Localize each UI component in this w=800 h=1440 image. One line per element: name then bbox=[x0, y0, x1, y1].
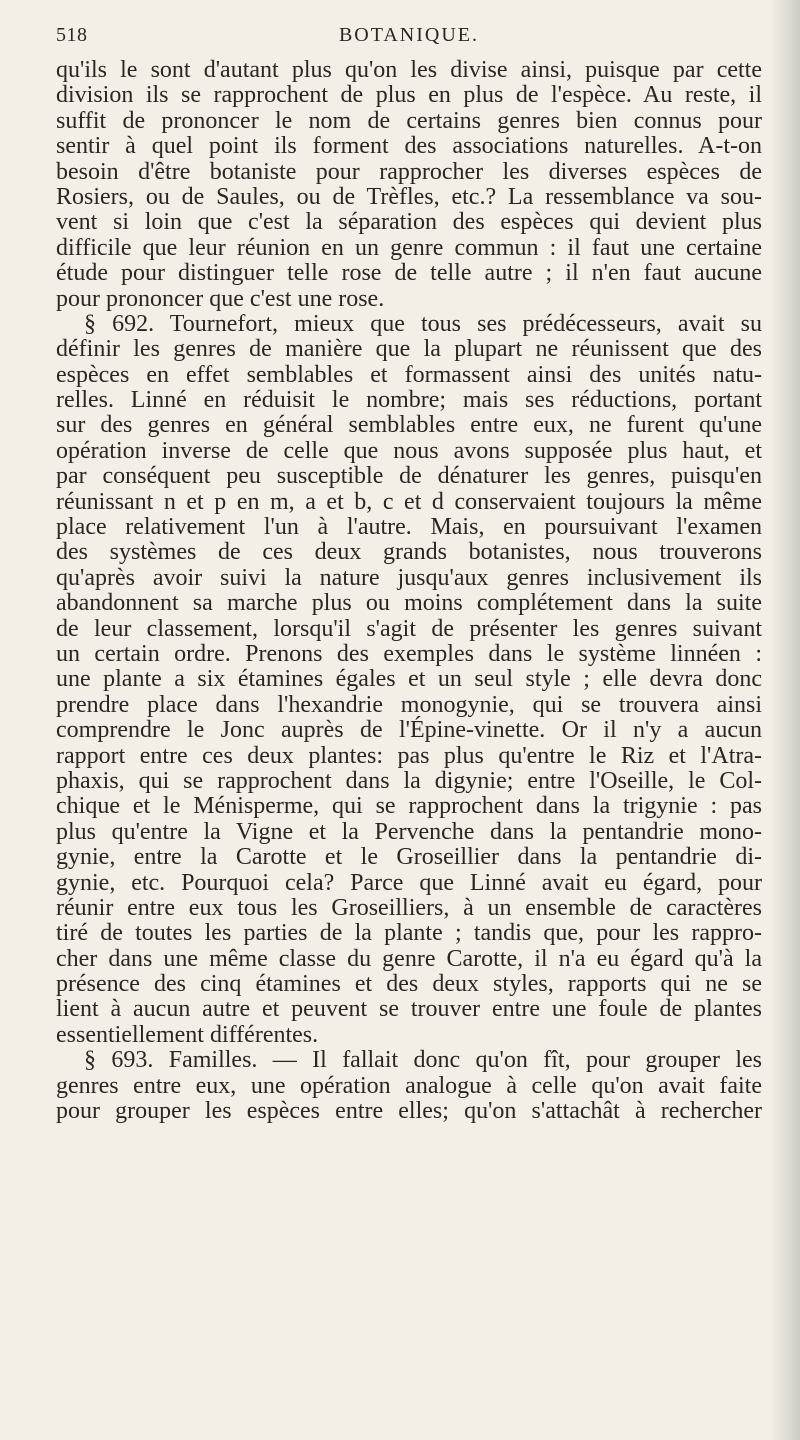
text-line: sentir à quel point ils forment des associations naturelles. A-t-on bbox=[56, 133, 762, 160]
text-line: cher dans une même classe du genre Carotte, il n'a eu égard qu'à la bbox=[56, 945, 762, 972]
text-line: phaxis, qui se rapprochent dans la digynie; entre l'Oseille, le Col- bbox=[56, 767, 762, 794]
text-line: relles. Linné en réduisit le nombre; mais ses réductions, portant bbox=[56, 387, 762, 414]
text-line: chique et le Ménisperme, qui se rapprochent dans la trigynie : pas bbox=[56, 793, 762, 820]
text-line: suffit de prononcer le nom de certains genres bien connus pour bbox=[56, 107, 762, 134]
text-line: réunir entre eux tous les Groseilliers, à un ensemble de caractères bbox=[56, 894, 762, 921]
paragraph-start-692: § 692. Tournefort, mieux que tous ses prédécesseurs, avait su bbox=[84, 310, 762, 337]
text-line: réunissant n et p en m, a et b, c et d conservaient toujours la même bbox=[56, 488, 762, 515]
text-line: pour grouper les espèces entre elles; qu'on s'attachât à rechercher bbox=[56, 1098, 762, 1125]
text-line: tiré de toutes les parties de la plante ; tandis que, pour les rappro- bbox=[56, 920, 762, 947]
text-line: pour prononcer que c'est une rose. bbox=[56, 285, 385, 312]
text-line: gynie, entre la Carotte et le Groseillier dans la pentandrie di- bbox=[56, 844, 762, 871]
text-line: étude pour distinguer telle rose de telle autre ; il n'en faut aucune bbox=[56, 260, 762, 287]
text-line: division ils se rapprochent de plus en plus de l'espèce. Au reste, il bbox=[56, 82, 762, 109]
text-line: une plante a six étamines égales et un seul style ; elle devra donc bbox=[56, 666, 762, 693]
text-line: abandonnent sa marche plus ou moins complétement dans la suite bbox=[56, 590, 762, 617]
text-line: qu'après avoir suivi la nature jusqu'aux genres inclusivement ils bbox=[56, 564, 762, 591]
text-line: lient à aucun autre et peuvent se trouver entre une foule de plantes bbox=[56, 996, 762, 1023]
text-line: rapport entre ces deux plantes: pas plus qu'entre le Riz et l'Atra- bbox=[56, 742, 762, 769]
text-line: définir les genres de manière que la plupart ne réunissent que des bbox=[56, 336, 762, 363]
page-header bbox=[56, 24, 762, 54]
text-line: espèces en effet semblables et formassent ainsi des unités natu- bbox=[56, 361, 762, 388]
text-line: un certain ordre. Prenons des exemples dans le système linnéen : bbox=[56, 640, 762, 667]
text-line: gynie, etc. Pourquoi cela? Parce que Linné avait eu égard, pour bbox=[56, 869, 762, 896]
text-line: vent si loin que c'est la séparation des espèces qui devient plus bbox=[56, 209, 762, 236]
text-line: Rosiers, ou de Saules, ou de Trèfles, etc.? La ressemblance va sou- bbox=[56, 183, 762, 210]
text-line: difficile que leur réunion en un genre commun : il faut une certaine bbox=[56, 234, 762, 261]
body-text bbox=[56, 58, 762, 1124]
text-line: opération inverse de celle que nous avons supposée plus haut, et bbox=[56, 437, 762, 464]
text-line: place relativement l'un à l'autre. Mais, en poursuivant l'examen bbox=[56, 514, 762, 541]
text-line: qu'ils le sont d'autant plus qu'on les divise ainsi, puisque par cette bbox=[56, 57, 762, 83]
text-line: des systèmes de ces deux grands botanistes, nous trouverons bbox=[56, 539, 762, 566]
page-number: 518 bbox=[56, 24, 88, 46]
text-line: sur des genres en général semblables entre eux, ne furent qu'une bbox=[56, 412, 762, 439]
text-line: besoin d'être botaniste pour rapprocher les diverses espèces de bbox=[56, 158, 762, 185]
text-line: par conséquent peu susceptible de dénaturer les genres, puisqu'en bbox=[56, 463, 762, 490]
text-line: prendre place dans l'hexandrie monogynie, qui se trouvera ainsi bbox=[56, 691, 762, 718]
text-line: genres entre eux, une opération analogue à celle qu'on avait faite bbox=[56, 1072, 762, 1099]
paragraph-start-693: § 693. Familles. — Il fallait donc qu'on fît, pour grouper les bbox=[84, 1047, 762, 1074]
text-line: comprendre le Jonc auprès de l'Épine-vinette. Or il n'y a aucun bbox=[56, 717, 762, 744]
text-line: de leur classement, lorsqu'il s'agit de présenter les genres suivant bbox=[56, 615, 762, 642]
text-line: plus qu'entre la Vigne et la Pervenche dans la pentandrie mono- bbox=[56, 818, 762, 845]
text-line: présence des cinq étamines et des deux styles, rapports qui ne se bbox=[56, 971, 762, 998]
running-head: BOTANIQUE. bbox=[338, 24, 480, 46]
text-line: essentiellement différentes. bbox=[56, 1021, 319, 1048]
